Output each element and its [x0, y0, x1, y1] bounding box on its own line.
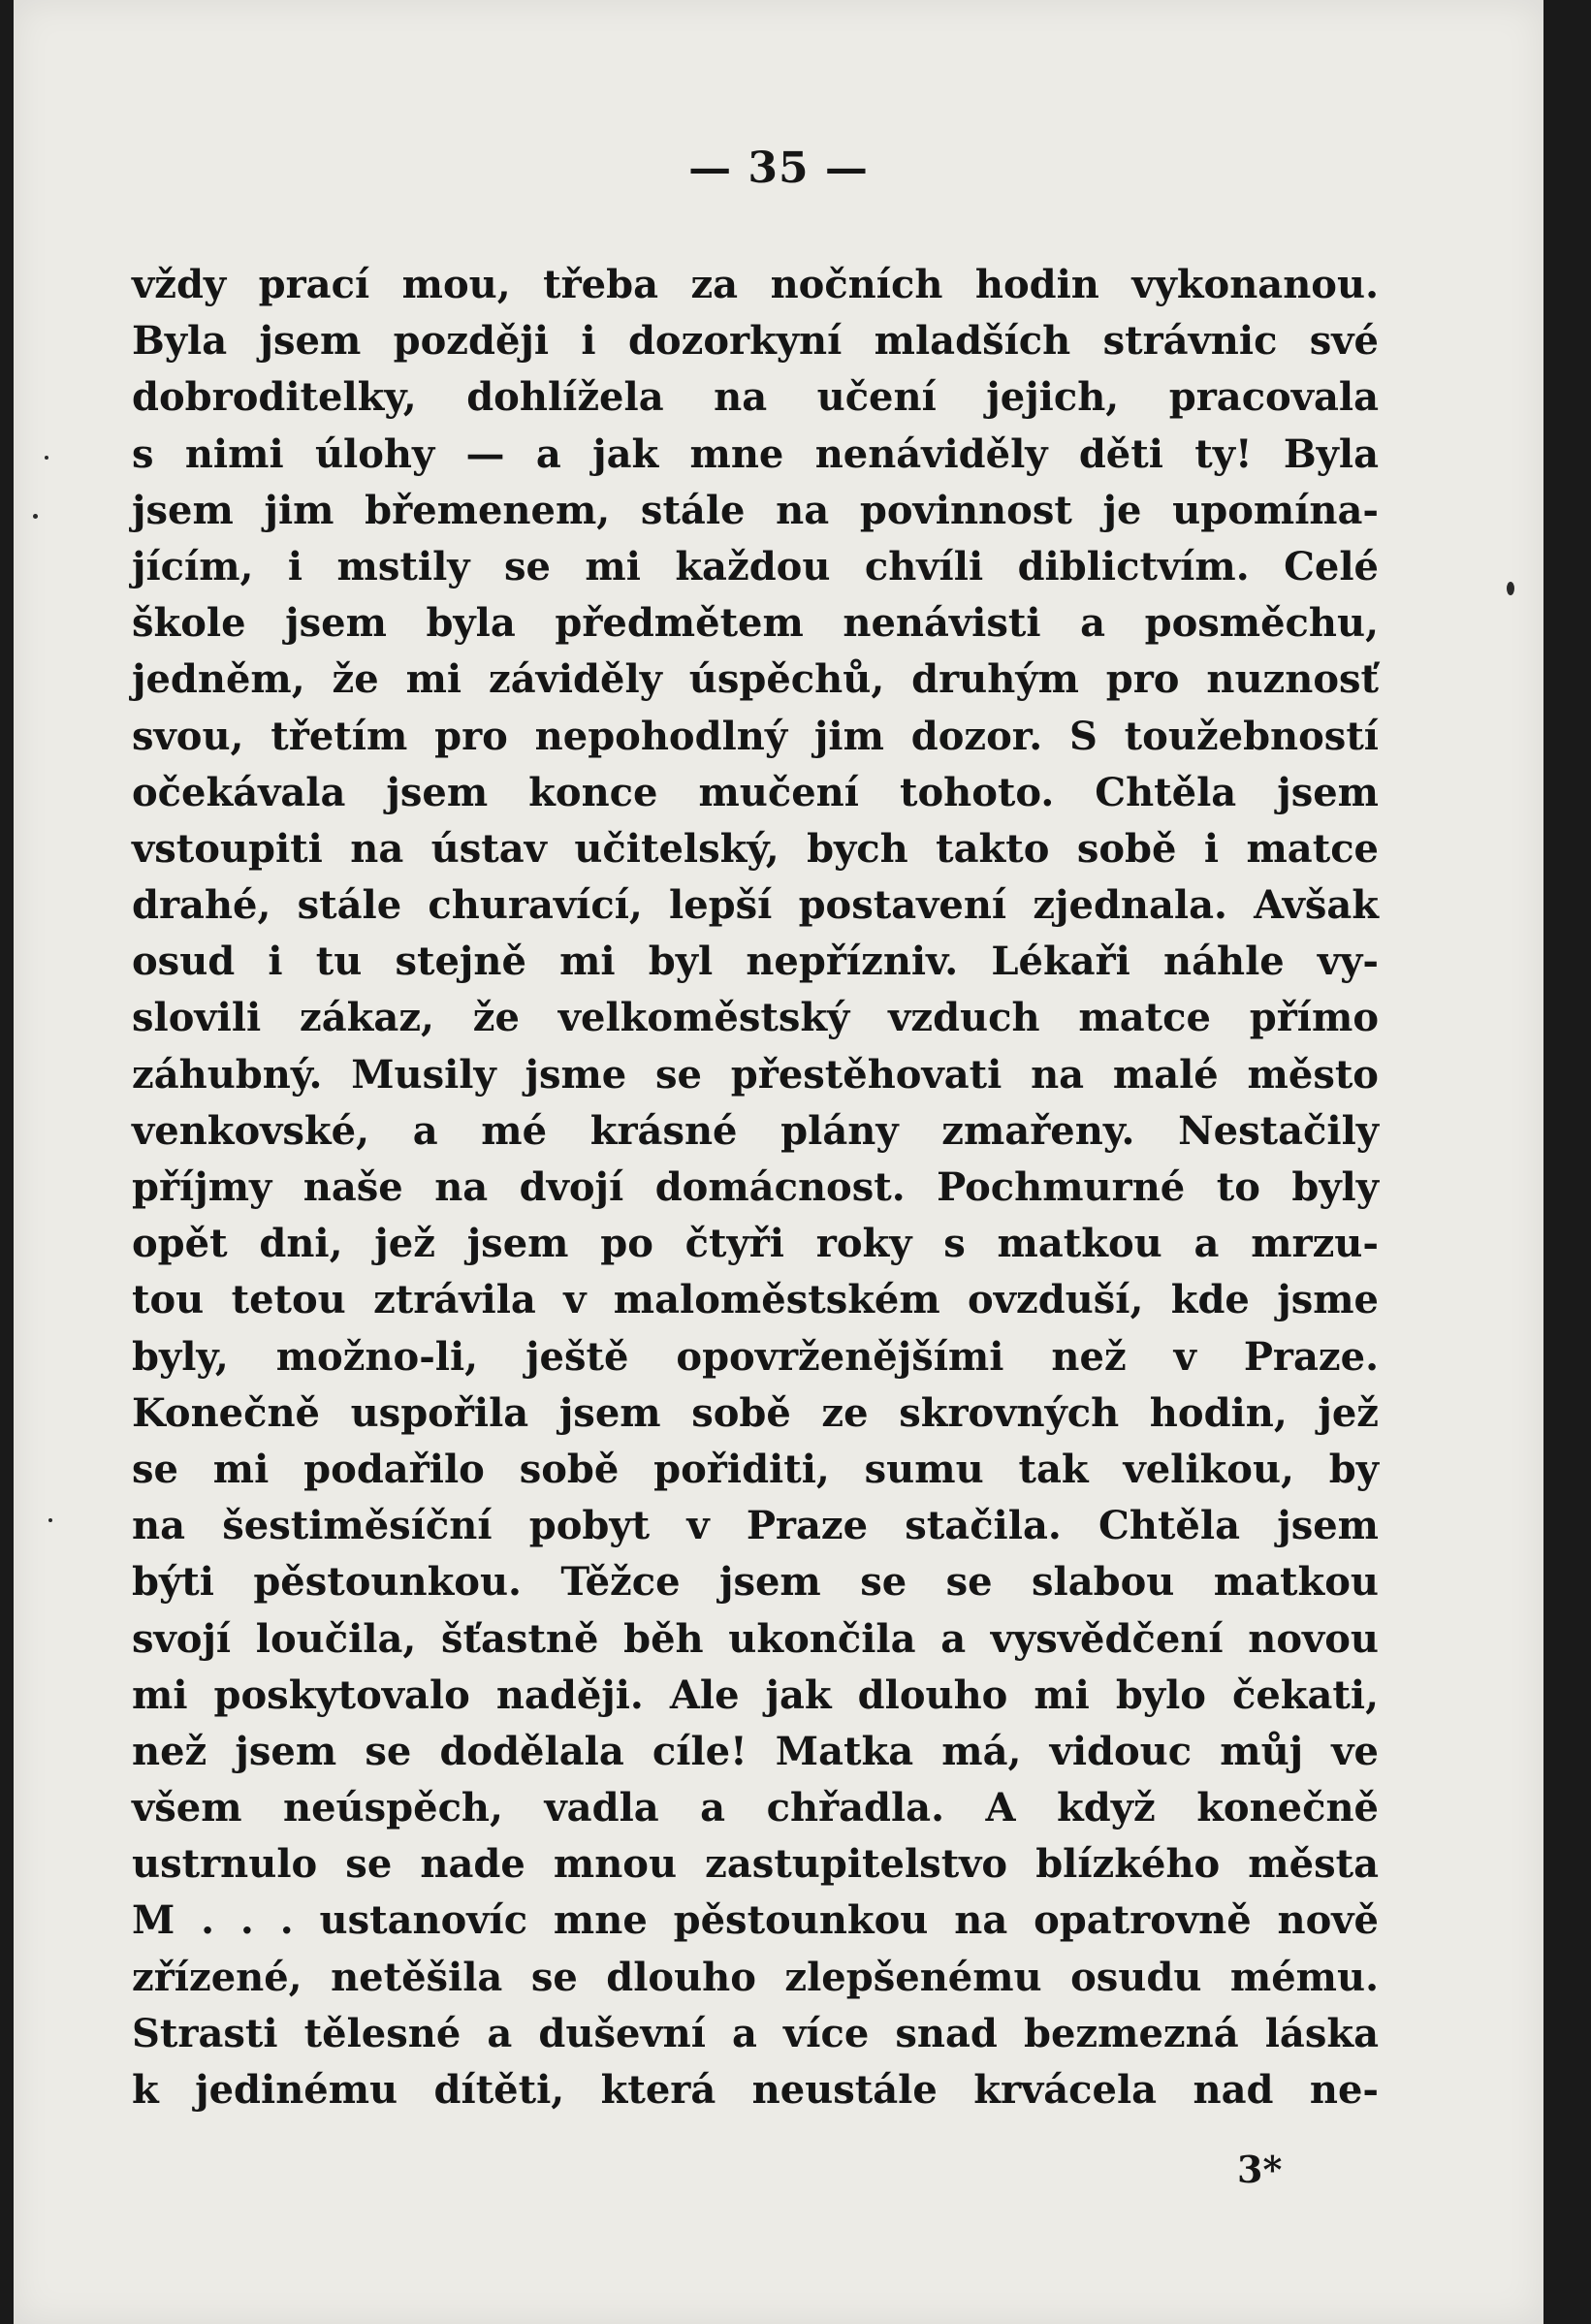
text-line: k jedinému dítěti, která neustále krvácela nad ne-	[132, 2067, 1379, 2113]
text-line: vstoupiti na ústav učitelský, bych takto sobě i matce	[132, 825, 1379, 872]
text-line: jsem jim břemenem, stále na povinnost je upomína-	[132, 487, 1379, 533]
scan-border	[1543, 0, 1591, 2324]
text-line: všem neúspěch, vadla a chřadla. A když konečně	[132, 1785, 1379, 1831]
scan-speck	[48, 1518, 52, 1522]
text-line: dobroditelky, dohlížela na učení jejich, pracovala	[132, 374, 1379, 421]
text-line: venkovské, a mé krásné plány zmařeny. Nestačily	[132, 1107, 1379, 1154]
text-line: škole jsem byla předmětem nenávisti a posměchu,	[132, 600, 1379, 647]
text-line: očekávala jsem konce mučení tohoto. Chtěla jsem	[132, 769, 1379, 815]
text-line: slovili zákaz, že velkoměstský vzduch matce přímo	[132, 995, 1379, 1041]
text-line: vždy prací mou, třeba za nočních hodin vykonanou.	[132, 262, 1379, 307]
signature-mark: 3*	[1237, 2148, 1283, 2191]
book-page	[14, 0, 1543, 2324]
scan-speck	[45, 456, 48, 460]
text-line: Strasti tělesné a duševní a více snad bezmezná láska	[132, 2010, 1379, 2056]
text-line: byly, možno-li, ještě opovrženějšími než v Praze.	[132, 1333, 1379, 1380]
text-line: drahé, stále churavící, lepší postavení zjednala. Avšak	[132, 882, 1379, 929]
text-line: Byla jsem později i dozorkyní mladších strávnic své	[132, 318, 1379, 365]
text-line: M . . . ustanovíc mne pěstounkou na opatrovně nově	[132, 1897, 1379, 1944]
scan-speck	[33, 514, 38, 519]
text-line: svou, třetím pro nepohodlný jim dozor. S toužebností	[132, 713, 1379, 759]
page-number: — 35 —	[688, 143, 869, 193]
text-line: svojí loučila, šťastně běh ukončila a vysvědčení novou	[132, 1615, 1379, 1662]
text-line: na šestiměsíční pobyt v Praze stačila. Chtěla jsem	[132, 1503, 1379, 1549]
text-line: než jsem se dodělala cíle! Matka má, vidouc můj ve	[132, 1728, 1379, 1774]
text-line: zřízené, netěšila se dlouho zlepšenému osudu mému.	[132, 1954, 1379, 2000]
text-line: záhubný. Musily jsme se přestěhovati na malé město	[132, 1051, 1379, 1098]
text-line: jícím, i mstily se mi každou chvíli diblictvím. Celé	[132, 543, 1379, 589]
text-line: mi poskytovalo naději. Ale jak dlouho mi bylo čekati,	[132, 1671, 1379, 1718]
text-line: jedněm, že mi záviděly úspěchů, druhým pro nuznosť	[132, 656, 1379, 703]
text-line: se mi podařilo sobě pořiditi, sumu tak velikou, by	[132, 1446, 1379, 1492]
scan-speck	[1507, 582, 1514, 595]
text-line: s nimi úlohy — a jak mne nenáviděly děti ty! Byla	[132, 430, 1379, 477]
text-line: opět dni, jež jsem po čtyři roky s matkou a mrzu-	[132, 1221, 1379, 1267]
text-line: osud i tu stejně mi byl nepřízniv. Lékaři náhle vy-	[132, 939, 1379, 985]
text-line: příjmy naše na dvojí domácnost. Pochmurné to byly	[132, 1164, 1379, 1210]
text-line: Konečně uspořila jsem sobě ze skrovných hodin, jež	[132, 1389, 1379, 1436]
text-line: tou tetou ztrávila v maloměstském ovzduší, kde jsme	[132, 1277, 1379, 1323]
text-line: ustrnulo se nade mnou zastupitelstvo blízkého města	[132, 1841, 1379, 1888]
text-line: býti pěstounkou. Těžce jsem se se slabou matkou	[132, 1559, 1379, 1606]
body-text	[132, 257, 1379, 2118]
